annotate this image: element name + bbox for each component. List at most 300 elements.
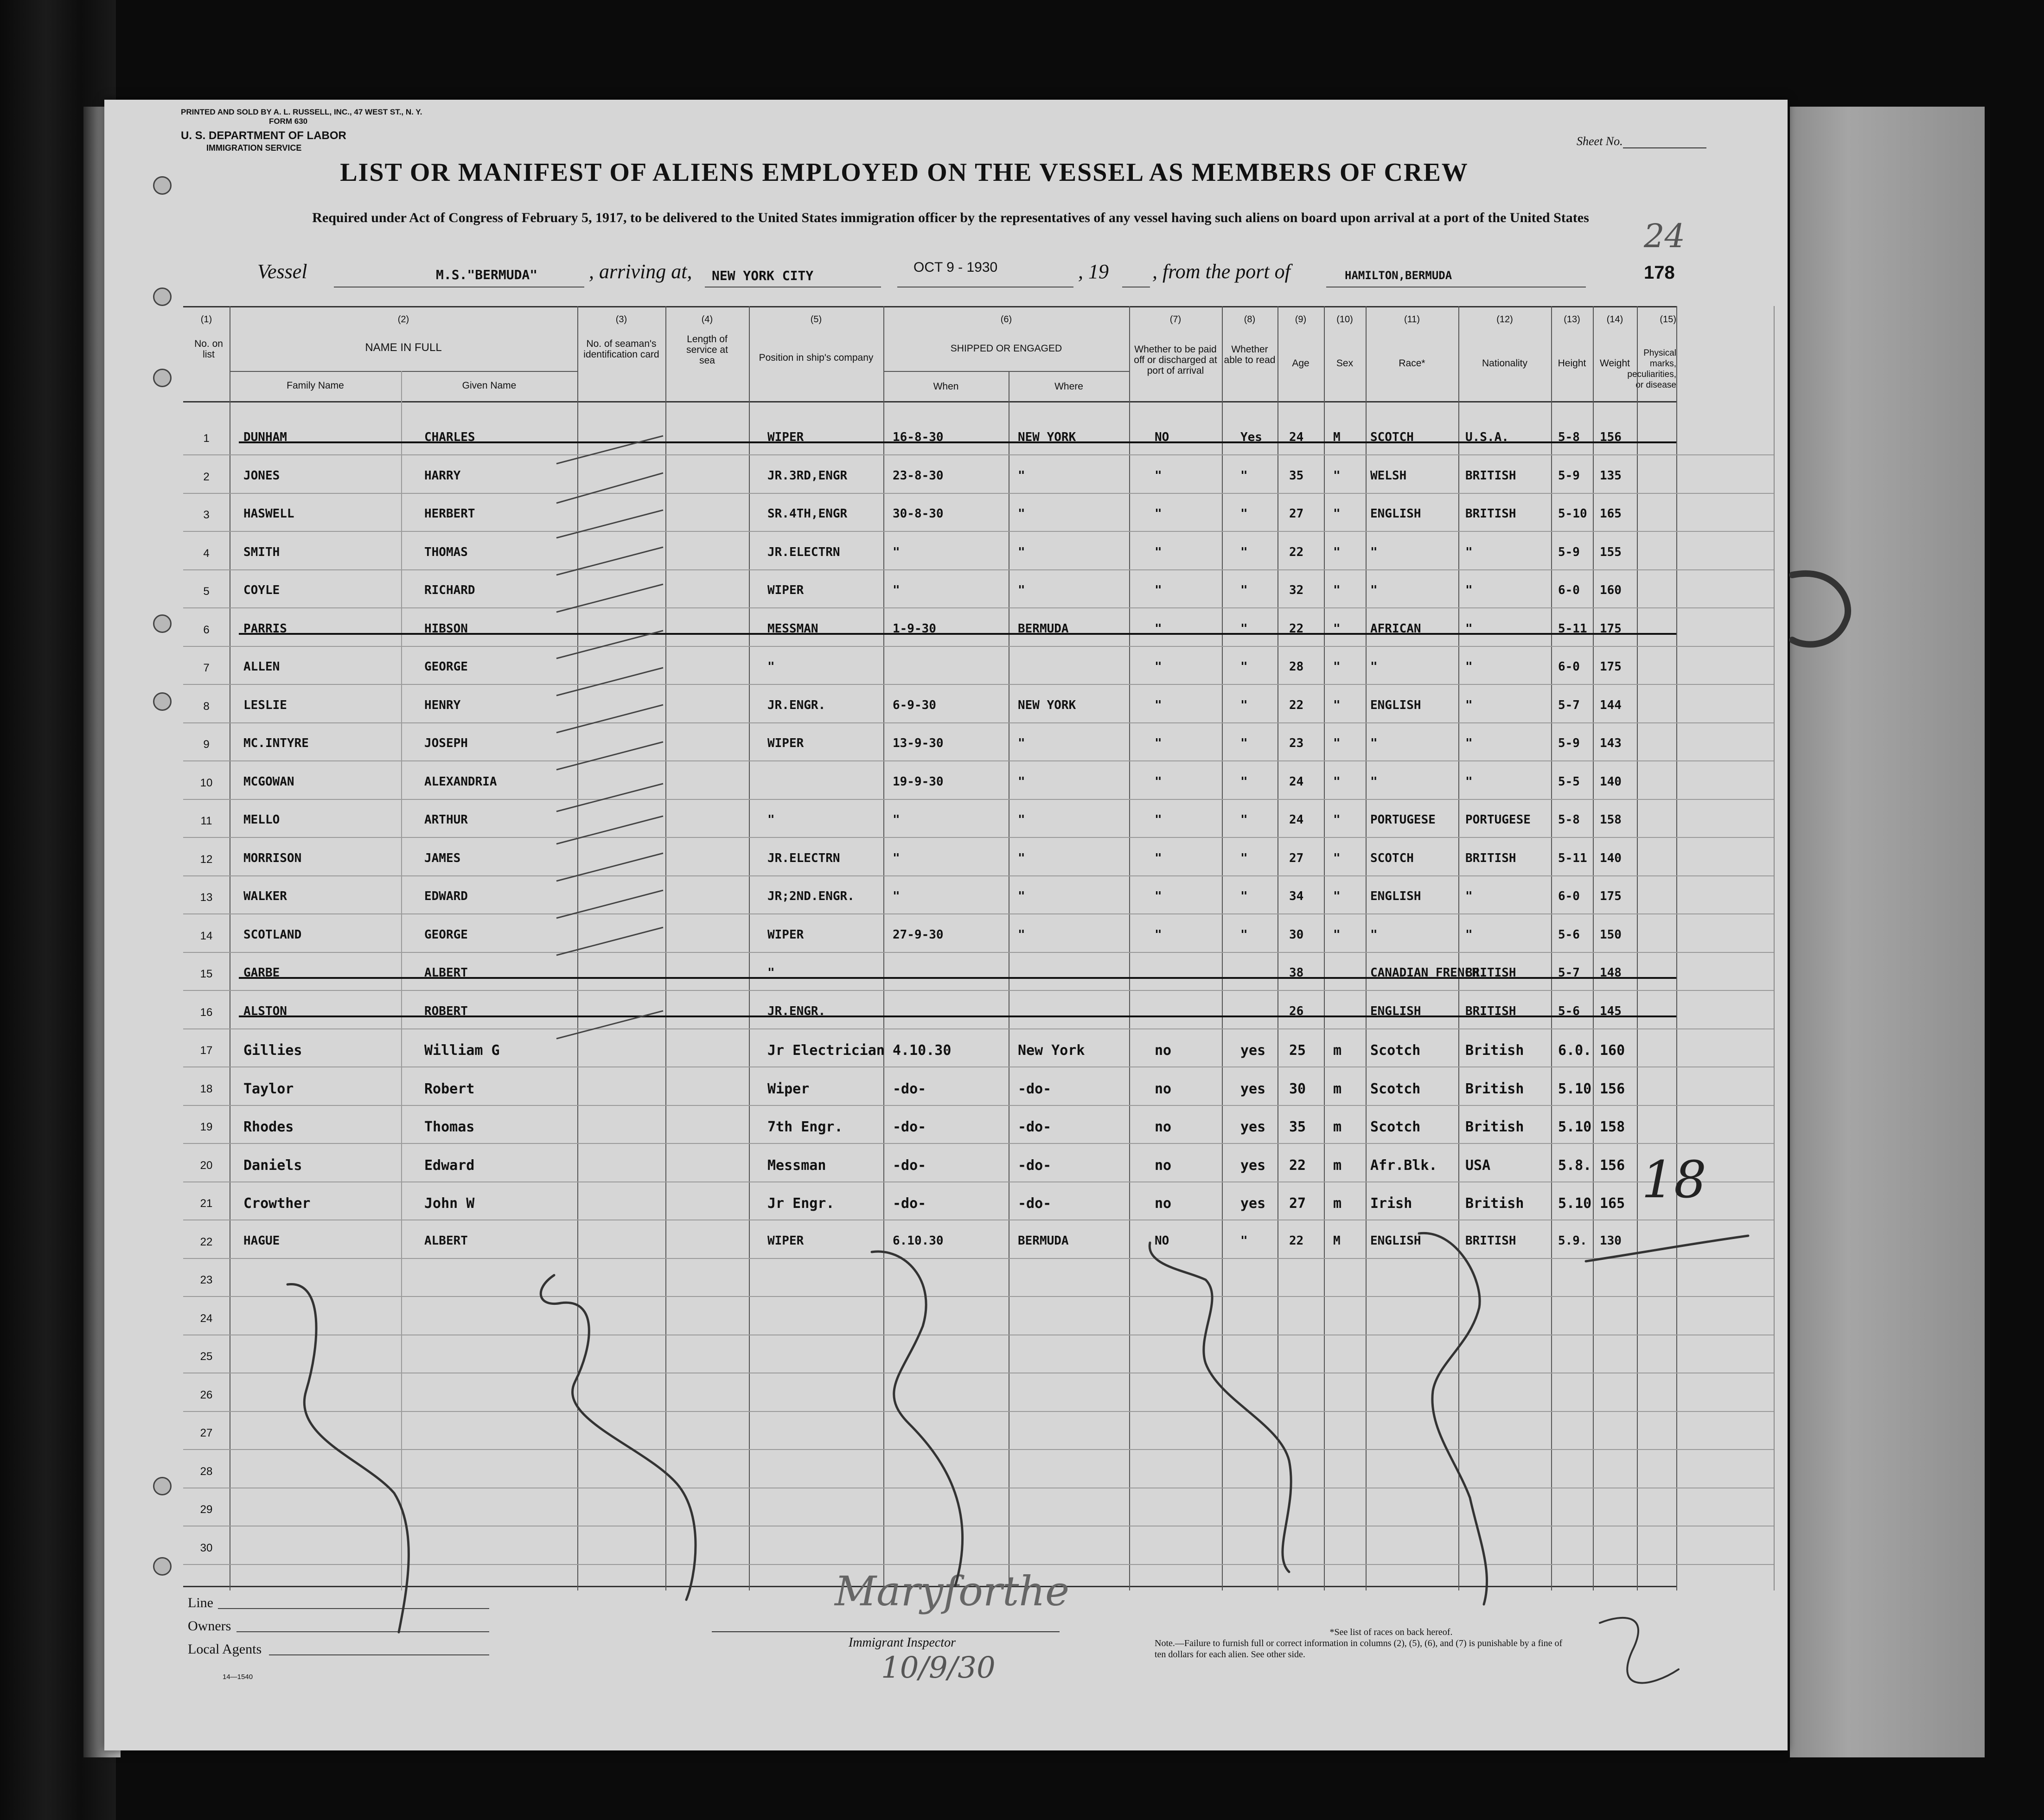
cell-given: ROBERT	[424, 1004, 468, 1018]
cell-family: WALKER	[243, 889, 287, 903]
cell-position: WIPER	[767, 1233, 804, 1248]
col-head-15: Physical marks, peculiarities, or disease	[1627, 348, 1676, 390]
cell-nat: "	[1465, 698, 1473, 712]
col-head-11: Race*	[1399, 358, 1425, 369]
cell-weight: 158	[1600, 813, 1622, 827]
cell-sex: m	[1333, 1080, 1342, 1097]
cell-sex: m	[1333, 1119, 1342, 1135]
cell-given: Edward	[424, 1157, 475, 1174]
cell-paid: "	[1155, 851, 1162, 865]
row-number: 21	[200, 1197, 213, 1210]
cell-where: "	[1018, 736, 1025, 750]
cell-nat: BRITISH	[1465, 468, 1516, 483]
cell-given: THOMAS	[424, 545, 468, 559]
cell-paid: "	[1155, 813, 1162, 827]
cell-nat: "	[1465, 774, 1473, 789]
cell-weight: 175	[1600, 889, 1622, 903]
cell-when: "	[893, 813, 900, 827]
cell-height: 5-7	[1558, 966, 1580, 980]
cell-paid: "	[1155, 621, 1162, 636]
cell-paid: NO	[1155, 1233, 1169, 1248]
cell-paid: "	[1155, 736, 1162, 750]
col-num-2: (2)	[397, 314, 409, 325]
dash-stroke	[556, 742, 663, 770]
cell-where: "	[1018, 583, 1025, 597]
cell-family: SMITH	[243, 545, 280, 559]
cell-nat: PORTUGESE	[1465, 813, 1531, 827]
row-number: 26	[200, 1388, 213, 1401]
cell-family: COYLE	[243, 583, 280, 597]
cell-family: Taylor	[243, 1080, 294, 1097]
row-number: 12	[200, 853, 213, 866]
col-num-8: (8)	[1244, 314, 1256, 325]
cell-when: 4.10.30	[893, 1042, 952, 1059]
cell-nat: U.S.A.	[1465, 430, 1509, 444]
col-head-14: Weight	[1600, 358, 1630, 369]
cell-when: "	[893, 889, 900, 903]
cell-age: 22	[1289, 698, 1304, 712]
cell-given: ALBERT	[424, 966, 468, 980]
col-head-6: SHIPPED OR ENGAGED	[950, 343, 1062, 354]
dash-stroke	[872, 1252, 963, 1586]
cell-paid: "	[1155, 698, 1162, 712]
col-num-14: (14)	[1606, 314, 1623, 325]
cell-family: MCGOWAN	[243, 774, 294, 789]
col-num-6: (6)	[1000, 314, 1012, 325]
cell-age: 22	[1289, 621, 1304, 636]
cell-race: CANADIAN FRENCH	[1370, 966, 1479, 980]
col-num-4: (4)	[701, 314, 713, 325]
dash-stroke	[1419, 1233, 1487, 1604]
cell-family: HAGUE	[243, 1233, 280, 1248]
cell-where: "	[1018, 889, 1025, 903]
cell-sex: "	[1333, 507, 1341, 521]
col-head-3: No. of seaman's identification card	[583, 338, 659, 360]
cell-where: "	[1018, 927, 1025, 942]
cell-sex: "	[1333, 545, 1341, 559]
cell-read: yes	[1240, 1195, 1266, 1212]
cell-paid: no	[1155, 1195, 1172, 1212]
cell-position: Jr Electrician	[767, 1042, 885, 1059]
cell-age: 38	[1289, 966, 1304, 980]
cell-read: "	[1240, 698, 1248, 712]
dash-stroke	[556, 631, 663, 658]
cell-given: JOSEPH	[424, 736, 468, 750]
cell-sex: "	[1333, 774, 1341, 789]
cell-sex: M	[1333, 1233, 1341, 1248]
cell-weight: 175	[1600, 621, 1622, 636]
fine-note: Note.—Failure to furnish full or correct information in columns (2), (5), (6), and (7) is punishable by a fine of ten dollars for each alien. See other side.	[1155, 1638, 1563, 1660]
cell-race: "	[1370, 660, 1378, 674]
cell-race: "	[1370, 736, 1378, 750]
cell-weight: 144	[1600, 698, 1622, 712]
cell-age: 22	[1289, 1157, 1306, 1174]
col-num-11: (11)	[1404, 314, 1420, 325]
cell-paid: "	[1155, 507, 1162, 521]
col-head-1: No. on list	[194, 338, 223, 360]
owners-label: Owners	[188, 1618, 231, 1634]
cell-age: 25	[1289, 1042, 1306, 1059]
cell-age: 22	[1289, 545, 1304, 559]
cell-where: NEW YORK	[1018, 430, 1076, 444]
cell-read: Yes	[1240, 430, 1262, 444]
cell-family: ALSTON	[243, 1004, 287, 1018]
cell-given: ALEXANDRIA	[424, 774, 497, 789]
cell-height: 5-9	[1558, 468, 1580, 483]
dash-stroke	[556, 1011, 663, 1039]
manifest-title: LIST OR MANIFEST OF ALIENS EMPLOYED ON THE VESSEL AS MEMBERS OF CREW	[340, 158, 1469, 187]
cell-read: "	[1240, 468, 1248, 483]
cell-sex: "	[1333, 583, 1341, 597]
cell-when: 27-9-30	[893, 927, 944, 942]
cell-family: Daniels	[243, 1157, 302, 1174]
cell-age: 22	[1289, 1233, 1304, 1248]
row-number: 13	[200, 891, 213, 904]
dash-stroke	[287, 1284, 409, 1632]
cell-when: -do-	[893, 1119, 926, 1135]
cell-weight: 156	[1600, 430, 1622, 444]
cell-weight: 175	[1600, 660, 1622, 674]
cell-height: 6-0	[1558, 583, 1580, 597]
cell-height: 5-6	[1558, 1004, 1580, 1018]
cell-nat: BRITISH	[1465, 966, 1516, 980]
col-num-3: (3)	[615, 314, 627, 325]
cell-read: "	[1240, 507, 1248, 521]
cell-position: "	[767, 966, 775, 980]
cell-height: 5.10	[1558, 1119, 1592, 1135]
dash-stroke	[556, 510, 663, 538]
printer-credit: PRINTED AND SOLD BY A. L. RUSSELL, INC., 47 WEST ST., N. Y. FORM 630	[181, 108, 422, 126]
vessel-label: Vessel	[257, 260, 307, 283]
cell-read: yes	[1240, 1080, 1266, 1097]
row-number: 4	[203, 547, 210, 560]
cell-race: ENGLISH	[1370, 698, 1421, 712]
cell-family: PARRIS	[243, 621, 287, 636]
cell-where: BERMUDA	[1018, 621, 1069, 636]
cell-age: 27	[1289, 1195, 1306, 1212]
arriving-port: NEW YORK CITY	[712, 268, 814, 283]
cell-when: 19-9-30	[893, 774, 944, 789]
cell-race: Scotch	[1370, 1080, 1421, 1097]
cell-read: "	[1240, 889, 1248, 903]
cell-family: GARBE	[243, 966, 280, 980]
cell-weight: 143	[1600, 736, 1622, 750]
cell-position: 7th Engr.	[767, 1119, 843, 1135]
cell-when: -do-	[893, 1157, 926, 1174]
col-head-5: Position in ship's company	[759, 352, 874, 363]
from-label: , from the port of	[1152, 260, 1290, 283]
cell-where: "	[1018, 545, 1025, 559]
cell-age: 24	[1289, 430, 1304, 444]
col-head-12: Nationality	[1482, 358, 1528, 369]
cell-height: 5-7	[1558, 698, 1580, 712]
cell-read: "	[1240, 736, 1248, 750]
date-stamp: OCT 9 - 1930	[913, 260, 998, 275]
cell-given: GEORGE	[424, 660, 468, 674]
cell-position: JR;2ND.ENGR.	[767, 889, 855, 903]
col-num-5: (5)	[810, 314, 822, 325]
cell-age: 32	[1289, 583, 1304, 597]
vessel-name: M.S."BERMUDA"	[436, 267, 538, 282]
cell-sex: "	[1333, 927, 1341, 942]
cell-given: Robert	[424, 1080, 475, 1097]
cell-sex: "	[1333, 621, 1341, 636]
cell-family: LESLIE	[243, 698, 287, 712]
cell-given: William G	[424, 1042, 500, 1059]
col-num-13: (13)	[1564, 314, 1580, 325]
cell-sex: m	[1333, 1042, 1342, 1059]
cell-race: ENGLISH	[1370, 1004, 1421, 1018]
cell-given: HARRY	[424, 468, 461, 483]
cell-where: "	[1018, 813, 1025, 827]
cell-paid: no	[1155, 1080, 1172, 1097]
row-number: 27	[200, 1427, 213, 1439]
cell-nat: USA	[1465, 1157, 1491, 1174]
cell-height: 5.8.	[1558, 1157, 1592, 1174]
cell-given: Thomas	[424, 1119, 475, 1135]
cell-position: Messman	[767, 1157, 826, 1174]
cell-paid: "	[1155, 660, 1162, 674]
dash-stroke	[556, 705, 663, 733]
cell-nat: "	[1465, 927, 1473, 942]
cell-position: JR.ENGR.	[767, 1004, 826, 1018]
handwritten-page-number: 24	[1644, 217, 1686, 255]
arriving-label: , arriving at,	[589, 260, 692, 283]
cell-when: "	[893, 583, 900, 597]
cell-paid: "	[1155, 889, 1162, 903]
cell-nat: "	[1465, 736, 1473, 750]
row-number: 14	[200, 929, 213, 942]
col-sub-given: Given Name	[462, 380, 517, 391]
cell-where: NEW YORK	[1018, 698, 1076, 712]
row-number: 9	[203, 738, 210, 751]
cell-race: AFRICAN	[1370, 621, 1421, 636]
cell-age: 28	[1289, 660, 1304, 674]
cell-paid: "	[1155, 583, 1162, 597]
cell-given: CHARLES	[424, 430, 475, 444]
row-number: 22	[200, 1235, 213, 1248]
cell-when: -do-	[893, 1080, 926, 1097]
form-code: 14—1540	[223, 1673, 253, 1681]
cell-position: SR.4TH,ENGR	[767, 507, 848, 521]
row-number: 18	[200, 1082, 213, 1095]
cell-race: SCOTCH	[1370, 430, 1414, 444]
row-number: 29	[200, 1503, 213, 1516]
cell-family: HASWELL	[243, 507, 294, 521]
cell-sex: "	[1333, 660, 1341, 674]
cell-nat: BRITISH	[1465, 1004, 1516, 1018]
cell-race: Afr.Blk.	[1370, 1157, 1437, 1174]
cell-position: MESSMAN	[767, 621, 818, 636]
cell-height: 5-6	[1558, 927, 1580, 942]
row-number: 19	[200, 1121, 213, 1133]
cell-read: "	[1240, 813, 1248, 827]
cell-position: WIPER	[767, 736, 804, 750]
cell-race: ENGLISH	[1370, 889, 1421, 903]
cell-family: MC.INTYRE	[243, 736, 309, 750]
cell-given: HERBERT	[424, 507, 475, 521]
cell-position: Jr Engr.	[767, 1195, 835, 1212]
cell-height: 6-0	[1558, 889, 1580, 903]
cell-paid: "	[1155, 468, 1162, 483]
department-heading: U. S. DEPARTMENT OF LABOR IMMIGRATION SERVICE	[181, 129, 346, 153]
handwritten-total: 18	[1642, 1150, 1706, 1209]
cell-family: Crowther	[243, 1195, 311, 1212]
dash-stroke	[556, 584, 663, 612]
cell-given: ARTHUR	[424, 813, 468, 827]
cell-weight: 158	[1600, 1119, 1625, 1135]
cell-given: HENRY	[424, 698, 461, 712]
cell-race: "	[1370, 583, 1378, 597]
col-head-4: Length of service at sea	[686, 334, 728, 366]
cell-height: 5.10	[1558, 1195, 1592, 1212]
cell-age: 35	[1289, 1119, 1306, 1135]
cell-height: 5-5	[1558, 774, 1580, 789]
cell-height: 5-8	[1558, 430, 1580, 444]
dash-stroke	[1600, 1618, 1679, 1683]
cell-read: "	[1240, 851, 1248, 865]
cell-weight: 156	[1600, 1157, 1625, 1174]
cell-where: -do-	[1018, 1157, 1052, 1174]
cell-family: Gillies	[243, 1042, 302, 1059]
from-port: HAMILTON,BERMUDA	[1345, 269, 1452, 282]
cell-paid: NO	[1155, 430, 1169, 444]
cell-weight: 135	[1600, 468, 1622, 483]
cell-race: Scotch	[1370, 1119, 1421, 1135]
cell-where: -do-	[1018, 1195, 1052, 1212]
col-num-10: (10)	[1336, 314, 1353, 325]
cell-read: "	[1240, 545, 1248, 559]
local-agents-label: Local Agents	[188, 1641, 262, 1657]
cell-paid: no	[1155, 1157, 1172, 1174]
cell-age: 23	[1289, 736, 1304, 750]
cell-nat: "	[1465, 660, 1473, 674]
cell-read: "	[1240, 1233, 1248, 1248]
cell-position: WIPER	[767, 430, 804, 444]
row-number: 11	[200, 815, 212, 827]
dash-stroke	[556, 547, 663, 575]
cell-position: JR.ELECTRN	[767, 851, 840, 865]
cell-position: Wiper	[767, 1080, 810, 1097]
cell-read: yes	[1240, 1119, 1266, 1135]
cell-where: New York	[1018, 1042, 1085, 1059]
sheet-number-label: Sheet No.	[1577, 134, 1623, 148]
dash-stroke	[1792, 574, 1848, 645]
col-num-15: (15)	[1660, 314, 1676, 325]
cell-weight: 140	[1600, 774, 1622, 789]
cell-position: JR.ELECTRN	[767, 545, 840, 559]
cell-race: Scotch	[1370, 1042, 1421, 1059]
cell-sex: m	[1333, 1195, 1342, 1212]
row-number: 23	[200, 1274, 213, 1286]
cell-family: Rhodes	[243, 1119, 294, 1135]
cell-weight: 155	[1600, 545, 1622, 559]
cell-position: JR.3RD,ENGR	[767, 468, 848, 483]
cell-read: "	[1240, 927, 1248, 942]
cell-when: "	[893, 545, 900, 559]
cell-family: MELLO	[243, 813, 280, 827]
cell-when: 16-8-30	[893, 430, 944, 444]
cell-weight: 148	[1600, 966, 1622, 980]
row-number: 5	[203, 585, 210, 598]
cell-nat: BRITISH	[1465, 507, 1516, 521]
col-sub-family: Family Name	[287, 380, 344, 391]
dash-stroke	[556, 890, 663, 918]
dash-stroke	[541, 1275, 696, 1600]
cell-family: SCOTLAND	[243, 927, 302, 942]
cell-position: WIPER	[767, 583, 804, 597]
cell-sex: m	[1333, 1157, 1342, 1174]
cell-read: yes	[1240, 1157, 1266, 1174]
cell-height: 6-0	[1558, 660, 1580, 674]
cell-age: 34	[1289, 889, 1304, 903]
dash-stroke	[556, 668, 663, 696]
cell-height: 5.10	[1558, 1080, 1592, 1097]
cell-nat: "	[1465, 583, 1473, 597]
cell-given: HIBSON	[424, 621, 468, 636]
cell-age: 27	[1289, 507, 1304, 521]
col-num-9: (9)	[1295, 314, 1307, 325]
cell-when: 30-8-30	[893, 507, 944, 521]
cell-given: EDWARD	[424, 889, 468, 903]
cell-race: WELSH	[1370, 468, 1407, 483]
cell-where: BERMUDA	[1018, 1233, 1069, 1248]
cell-race: "	[1370, 927, 1378, 942]
row-number: 6	[203, 623, 210, 636]
cell-paid: no	[1155, 1042, 1172, 1059]
cell-nat: BRITISH	[1465, 851, 1516, 865]
row-number: 24	[200, 1312, 213, 1325]
cell-weight: 145	[1600, 1004, 1622, 1018]
cell-when: -do-	[893, 1195, 926, 1212]
cell-race: Irish	[1370, 1195, 1412, 1212]
cell-weight: 156	[1600, 1080, 1625, 1097]
cell-nat: "	[1465, 889, 1473, 903]
cell-read: "	[1240, 621, 1248, 636]
row-number: 7	[203, 662, 210, 674]
cell-height: 5-11	[1558, 621, 1587, 636]
col-num-7: (7)	[1169, 314, 1182, 325]
col-head-8: Whether able to read	[1224, 344, 1276, 365]
cell-height: 5-9	[1558, 736, 1580, 750]
cell-family: MORRISON	[243, 851, 302, 865]
cell-family: JONES	[243, 468, 280, 483]
cell-height: 5-11	[1558, 851, 1587, 865]
inspector-date: 10/9/30	[881, 1651, 996, 1685]
cell-where: "	[1018, 468, 1025, 483]
cell-nat: BRITISH	[1465, 1233, 1516, 1248]
cell-when: 1-9-30	[893, 621, 936, 636]
cell-height: 5-8	[1558, 813, 1580, 827]
cell-read: "	[1240, 660, 1248, 674]
cell-nat: "	[1465, 621, 1473, 636]
line-label: Line	[188, 1595, 213, 1610]
cell-sex: "	[1333, 889, 1341, 903]
cell-nat: British	[1465, 1195, 1524, 1212]
cell-when: 23-8-30	[893, 468, 944, 483]
cell-weight: 140	[1600, 851, 1622, 865]
cell-read: "	[1240, 774, 1248, 789]
cell-height: 6.0.	[1558, 1042, 1592, 1059]
row-number: 30	[200, 1541, 213, 1554]
cell-race: "	[1370, 545, 1378, 559]
cell-age: 24	[1289, 774, 1304, 789]
cell-height: 5-9	[1558, 545, 1580, 559]
cell-nat: British	[1465, 1119, 1524, 1135]
row-number: 10	[200, 776, 213, 789]
cell-paid: "	[1155, 545, 1162, 559]
cell-family: ALLEN	[243, 660, 280, 674]
